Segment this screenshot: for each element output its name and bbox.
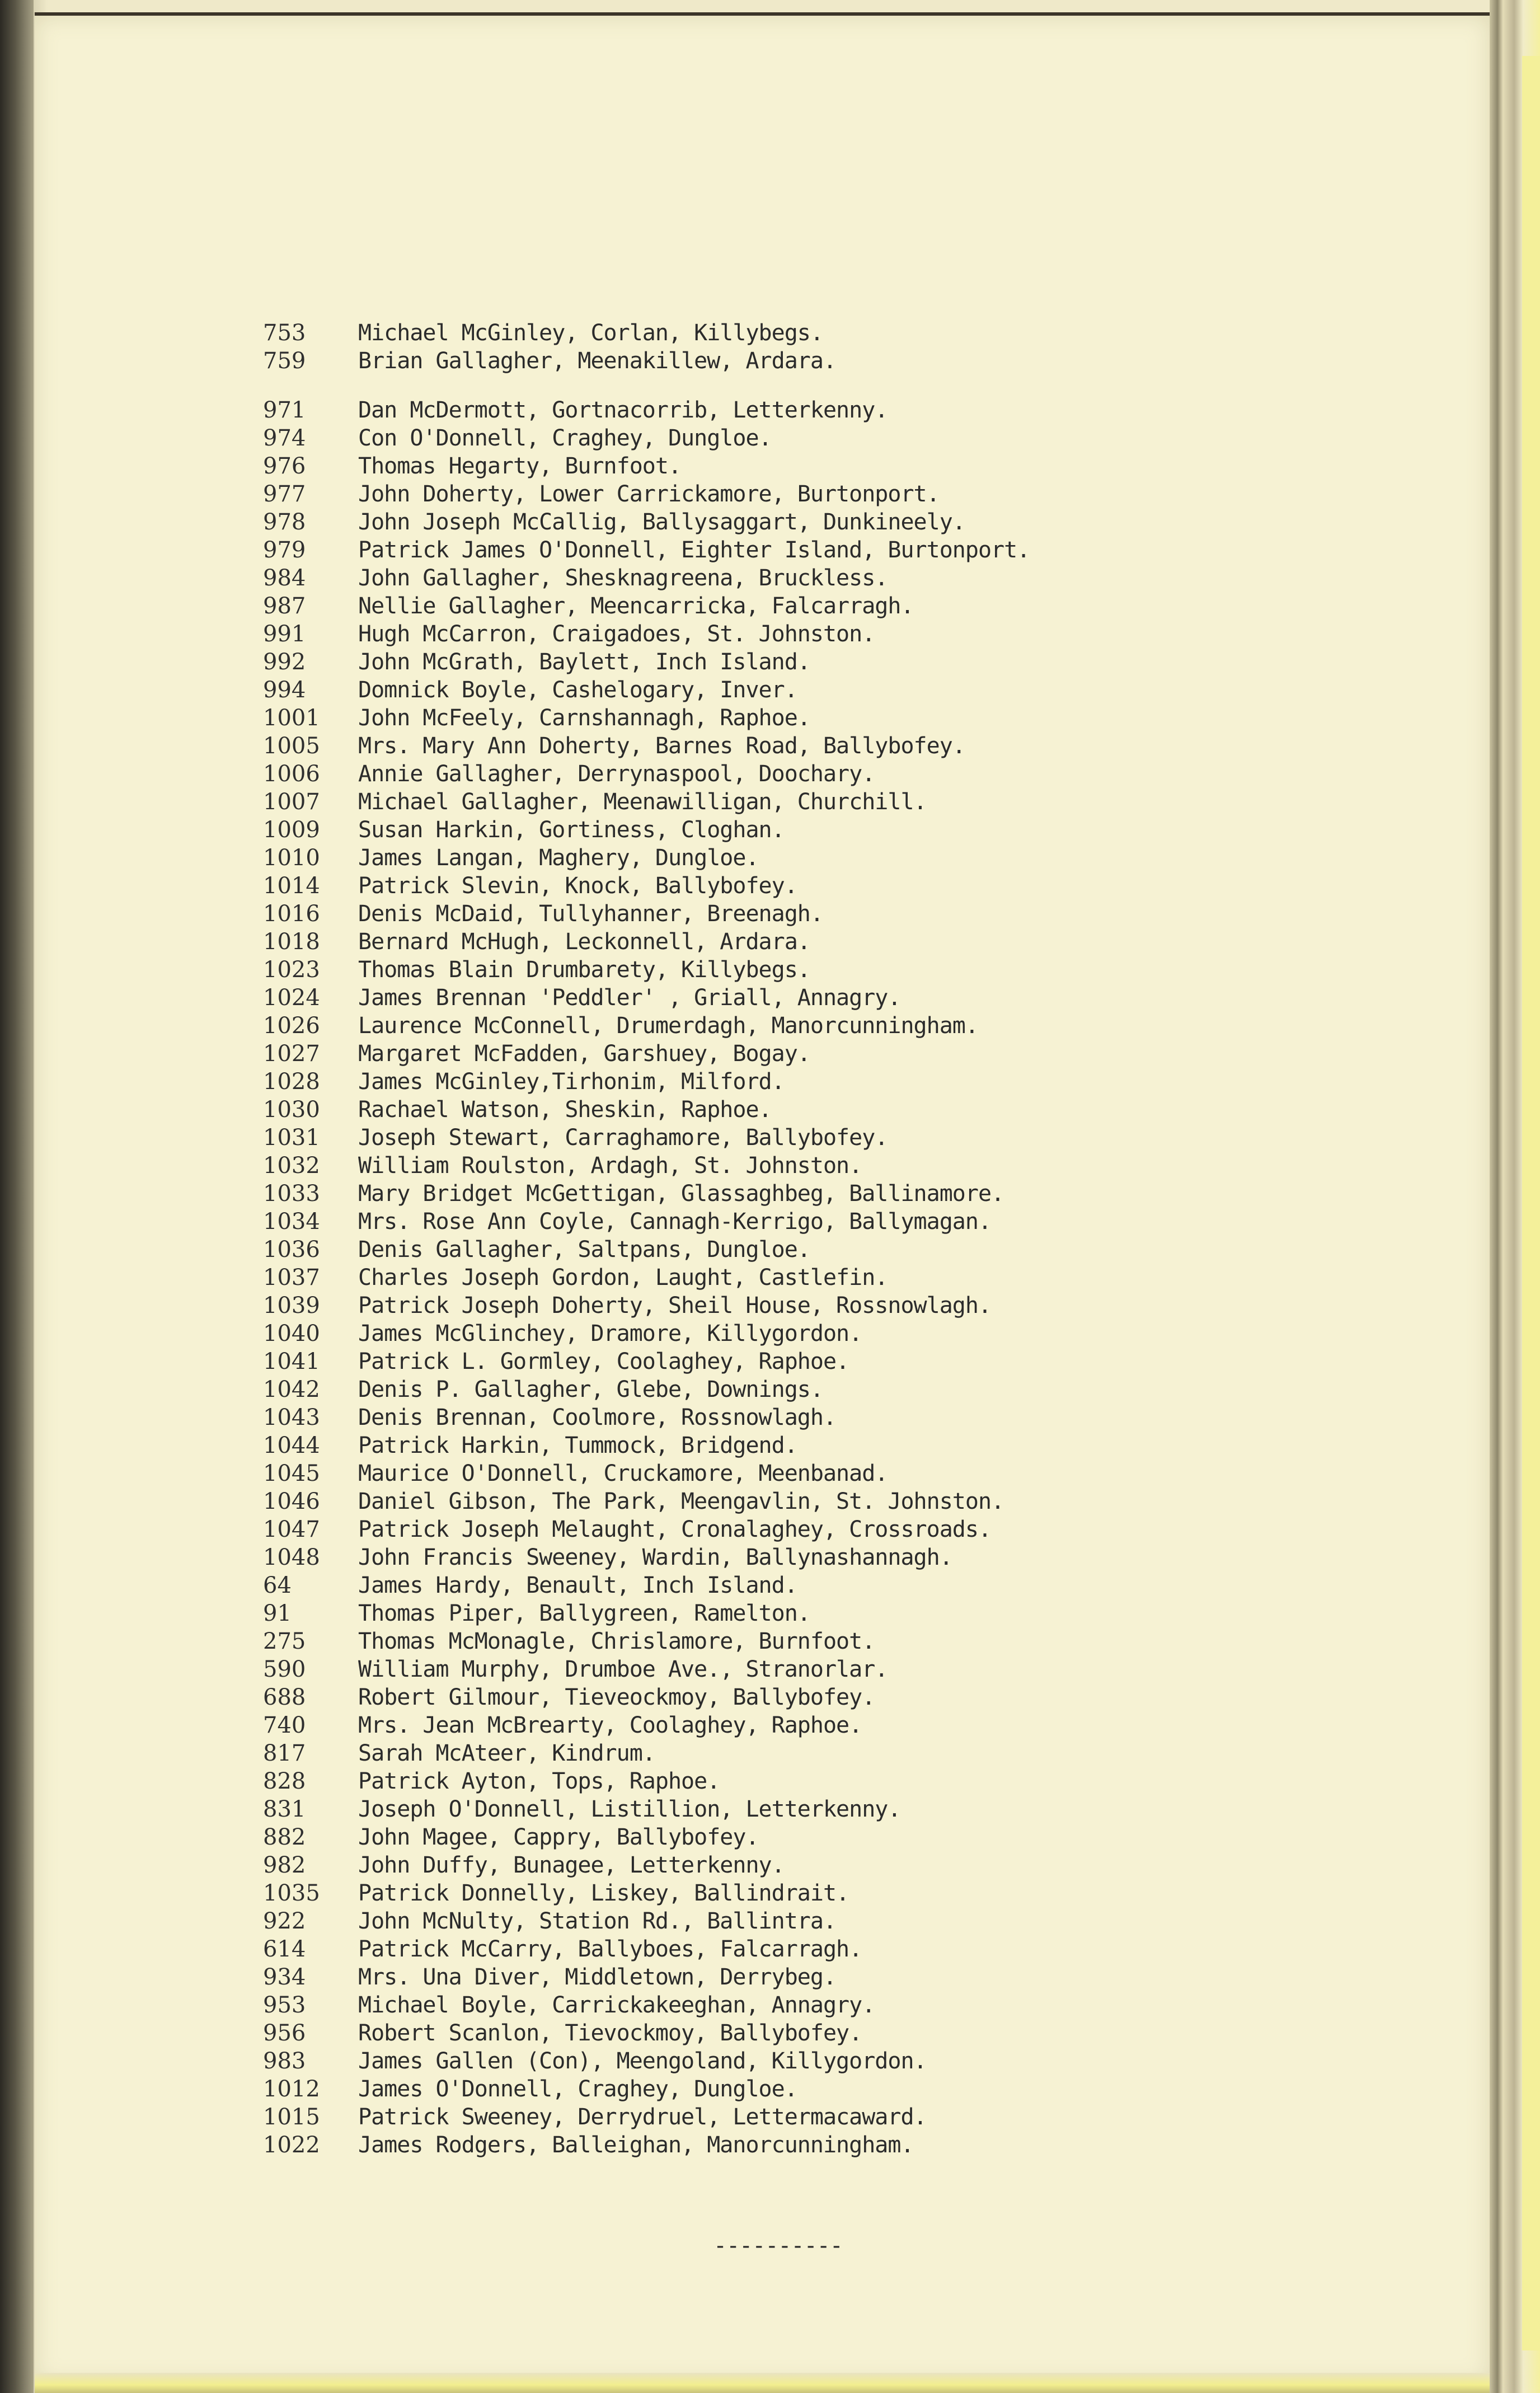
- entry-number: 1028: [263, 1069, 320, 1095]
- register-entry: [263, 648, 1382, 676]
- entry-text: Patrick Donnelly, Liskey, Ballindrait.: [358, 1880, 849, 1906]
- entry-number: 1042: [263, 1377, 320, 1402]
- register-entry: [263, 676, 1382, 704]
- entry-number: 882: [263, 1824, 306, 1850]
- register-entry: [263, 1320, 1382, 1348]
- register-entry: [263, 1739, 1382, 1767]
- register-entry: [263, 1655, 1382, 1683]
- page-bottom-edge: [35, 2373, 1490, 2393]
- entry-text: John Doherty, Lower Carrickamore, Burtonport.: [358, 481, 940, 507]
- entry-text: Con O'Donnell, Craghey, Dungloe.: [358, 425, 772, 451]
- register-entry: [263, 592, 1382, 620]
- entry-text: Joseph Stewart, Carraghamore, Ballybofey.: [358, 1125, 888, 1151]
- entry-number: 953: [263, 1992, 306, 2018]
- entry-number: 753: [263, 320, 306, 346]
- register-entry: [263, 1851, 1382, 1879]
- entry-number: 976: [263, 453, 306, 479]
- entry-number: 1030: [263, 1097, 320, 1123]
- entry-number: 1047: [263, 1517, 320, 1542]
- register-entry: [263, 872, 1382, 900]
- register-entry: [263, 1040, 1382, 1068]
- register-entry: [263, 396, 1382, 424]
- entry-number: 275: [263, 1629, 306, 1654]
- register-entry: [263, 536, 1382, 564]
- entry-number: 740: [263, 1712, 306, 1738]
- entry-number: 828: [263, 1768, 306, 1794]
- entry-text: Margaret McFadden, Garshuey, Bogay.: [358, 1041, 810, 1067]
- entry-number: 971: [263, 397, 306, 423]
- entry-number: 1033: [263, 1181, 320, 1207]
- entry-number: 1046: [263, 1489, 320, 1514]
- page-edge-tab: [1522, 56, 1540, 2350]
- entry-text: Joseph O'Donnell, Listillion, Letterkenny.: [358, 1796, 901, 1822]
- register-entry: [263, 1180, 1382, 1208]
- entry-text: Patrick McCarry, Ballyboes, Falcarragh.: [358, 1936, 862, 1962]
- register-entry: [263, 1515, 1382, 1543]
- entry-number: 1043: [263, 1405, 320, 1430]
- entry-number: 984: [263, 565, 306, 591]
- register-entry: [263, 1991, 1382, 2019]
- register-entry: [263, 508, 1382, 536]
- entry-number: 1005: [263, 733, 320, 759]
- register-entry: [263, 984, 1382, 1012]
- entry-number: 987: [263, 593, 306, 619]
- entry-number: 614: [263, 1936, 306, 1962]
- entry-number: 956: [263, 2020, 306, 2046]
- entry-number: 688: [263, 1685, 306, 1710]
- entry-number: 1044: [263, 1433, 320, 1458]
- entry-text: Brian Gallagher, Meenakillew, Ardara.: [358, 348, 837, 374]
- entry-text: James Rodgers, Balleighan, Manorcunningham.: [358, 2132, 914, 2158]
- entry-text: Laurence McConnell, Drumerdagh, Manorcunningham.: [358, 1013, 978, 1039]
- register-entry: [263, 319, 1382, 347]
- register-entry: [263, 1404, 1382, 1432]
- entry-number: 817: [263, 1740, 306, 1766]
- entry-number: 1037: [263, 1265, 320, 1291]
- register-entry: [263, 1823, 1382, 1851]
- register-entry: [263, 1907, 1382, 1935]
- entry-text: John Duffy, Bunagee, Letterkenny.: [358, 1852, 785, 1878]
- entry-text: John Francis Sweeney, Wardin, Ballynashannagh.: [358, 1545, 952, 1570]
- register-entry: [263, 1627, 1382, 1655]
- register-entry: [263, 928, 1382, 956]
- entry-text: Denis McDaid, Tullyhanner, Breenagh.: [358, 901, 823, 927]
- entry-number: 994: [263, 677, 306, 703]
- register-entry: [263, 1348, 1382, 1376]
- register-entry: [263, 844, 1382, 872]
- register-entry: [263, 1460, 1382, 1488]
- register-entry: [263, 1963, 1382, 1991]
- entry-text: Patrick Slevin, Knock, Ballybofey.: [358, 873, 797, 899]
- register-entry: [263, 1012, 1382, 1040]
- entry-text: Patrick L. Gormley, Coolaghey, Raphoe.: [358, 1349, 849, 1374]
- entry-text: Michael McGinley, Corlan, Killybegs.: [358, 320, 823, 346]
- register-entry: [263, 1292, 1382, 1320]
- register-entry: [263, 1376, 1382, 1404]
- entry-number: 1010: [263, 845, 320, 871]
- entry-number: 1024: [263, 985, 320, 1011]
- entry-text: Mrs. Jean McBrearty, Coolaghey, Raphoe.: [358, 1712, 862, 1738]
- entry-text: John McNulty, Station Rd., Ballintra.: [358, 1908, 837, 1934]
- entry-text: Patrick Sweeney, Derrydruel, Lettermacaward.: [358, 2104, 927, 2130]
- entry-number: 922: [263, 1908, 306, 1934]
- entry-number: 992: [263, 649, 306, 675]
- entry-number: 590: [263, 1657, 306, 1682]
- entry-text: Denis P. Gallagher, Glebe, Downings.: [358, 1377, 823, 1402]
- entry-text: Thomas Hegarty, Burnfoot.: [358, 453, 682, 479]
- register-entry: [263, 704, 1382, 732]
- entry-number: 1023: [263, 957, 320, 983]
- end-separator: ----------: [713, 2233, 843, 2259]
- entry-text: Robert Scanlon, Tievockmoy, Ballybofey.: [358, 2020, 862, 2046]
- register-entry: [263, 1236, 1382, 1264]
- entry-text: Nellie Gallagher, Meencarricka, Falcarragh.: [358, 593, 914, 619]
- register-entry: [263, 732, 1382, 760]
- entry-number: 979: [263, 537, 306, 563]
- entry-number: 1048: [263, 1545, 320, 1570]
- entry-number: 1034: [263, 1209, 320, 1235]
- entry-text: James Hardy, Benault, Inch Island.: [358, 1573, 797, 1598]
- entry-text: Denis Gallagher, Saltpans, Dungloe.: [358, 1237, 810, 1263]
- entry-text: Mrs. Rose Ann Coyle, Cannagh-Kerrigo, Ballymagan.: [358, 1209, 992, 1235]
- register-entry: [263, 2103, 1382, 2131]
- entry-number: 974: [263, 425, 306, 451]
- entry-number: 1036: [263, 1237, 320, 1263]
- entry-text: James Langan, Maghery, Dungloe.: [358, 845, 759, 871]
- entry-number: 1022: [263, 2132, 320, 2158]
- entry-number: 977: [263, 481, 306, 507]
- entry-text: Mrs. Mary Ann Doherty, Barnes Road, Ballybofey.: [358, 733, 965, 759]
- register-entry: [263, 1599, 1382, 1627]
- entry-number: 1007: [263, 789, 320, 815]
- register-entry: [263, 347, 1382, 375]
- entry-text: Patrick Joseph Melaught, Cronalaghey, Crossroads.: [358, 1517, 992, 1542]
- register-entry: [263, 620, 1382, 648]
- entry-number: 1032: [263, 1153, 320, 1179]
- register-entry: [263, 1152, 1382, 1180]
- register-entry: [263, 1795, 1382, 1823]
- register-entry: [263, 480, 1382, 508]
- entry-text: Patrick Ayton, Tops, Raphoe.: [358, 1768, 720, 1794]
- entry-number: 1001: [263, 705, 320, 731]
- entry-text: James Gallen (Con), Meengoland, Killygordon.: [358, 2048, 927, 2074]
- entry-text: John McFeely, Carnshannagh, Raphoe.: [358, 705, 810, 731]
- entry-number: 983: [263, 2048, 306, 2074]
- entry-text: Patrick James O'Donnell, Eighter Island, Burtonport.: [358, 537, 1030, 563]
- entry-text: James O'Donnell, Craghey, Dungloe.: [358, 2076, 797, 2102]
- entry-text: Bernard McHugh, Leckonnell, Ardara.: [358, 929, 810, 955]
- entry-text: William Roulston, Ardagh, St. Johnston.: [358, 1153, 862, 1179]
- register-entry: [263, 2131, 1382, 2159]
- entry-text: Michael Gallagher, Meenawilligan, Churchill.: [358, 789, 927, 815]
- entry-number: 1018: [263, 929, 320, 955]
- entry-text: Thomas Blain Drumbarety, Killybegs.: [358, 957, 810, 983]
- register-entry: [263, 956, 1382, 984]
- entry-number: 1041: [263, 1349, 320, 1374]
- entry-text: James McGinley,Tirhonim, Milford.: [358, 1069, 785, 1095]
- register-entry: [263, 788, 1382, 816]
- entry-text: James McGlinchey, Dramore, Killygordon.: [358, 1321, 862, 1346]
- entry-number: 1045: [263, 1461, 320, 1486]
- entry-number: 1040: [263, 1321, 320, 1346]
- entry-text: Mary Bridget McGettigan, Glassaghbeg, Ballinamore.: [358, 1181, 1004, 1207]
- entry-text: Daniel Gibson, The Park, Meengavlin, St. Johnston.: [358, 1489, 1004, 1514]
- entry-number: 1026: [263, 1013, 320, 1039]
- entry-text: Susan Harkin, Gortiness, Cloghan.: [358, 817, 785, 843]
- entry-number: 1027: [263, 1041, 320, 1067]
- register-entry: [263, 564, 1382, 592]
- register-entry: [263, 1571, 1382, 1599]
- register-entry: [263, 452, 1382, 480]
- register-entry: [263, 1879, 1382, 1907]
- entry-text: Sarah McAteer, Kindrum.: [358, 1740, 655, 1766]
- entry-text: Michael Boyle, Carrickakeeghan, Annagry.: [358, 1992, 875, 2018]
- entry-number: 1015: [263, 2104, 320, 2130]
- entry-number: 978: [263, 509, 306, 535]
- entry-number: 1009: [263, 817, 320, 843]
- entry-number: 831: [263, 1796, 306, 1822]
- register-entry: [263, 900, 1382, 928]
- entry-text: Robert Gilmour, Tieveockmoy, Ballybofey.: [358, 1685, 875, 1710]
- register-entry: [263, 1096, 1382, 1124]
- entry-text: Rachael Watson, Sheskin, Raphoe.: [358, 1097, 772, 1123]
- register-entry: [263, 1068, 1382, 1096]
- register-entry: [263, 1208, 1382, 1236]
- register-entry: [263, 1543, 1382, 1571]
- entry-text: Thomas McMonagle, Chrislamore, Burnfoot.: [358, 1629, 875, 1654]
- register-entry: [263, 1264, 1382, 1292]
- entry-text: John McGrath, Baylett, Inch Island.: [358, 649, 810, 675]
- entry-number: 1031: [263, 1125, 320, 1151]
- register-entry: [263, 816, 1382, 844]
- register-entry: [263, 1432, 1382, 1460]
- register-entry: [263, 760, 1382, 788]
- register-entry: [263, 1711, 1382, 1739]
- register-entry: [263, 1767, 1382, 1795]
- register-entry: [263, 2019, 1382, 2047]
- register-entry: [263, 1124, 1382, 1152]
- entry-number: 1014: [263, 873, 320, 899]
- entry-text: James Brennan 'Peddler' , Griall, Annagry.: [358, 985, 901, 1011]
- entry-number: 991: [263, 621, 306, 647]
- entry-number: 1016: [263, 901, 320, 927]
- entry-text: John Joseph McCallig, Ballysaggart, Dunkineely.: [358, 509, 965, 535]
- entry-number: 982: [263, 1852, 306, 1878]
- binding-shadow: [0, 0, 34, 2393]
- entry-number: 91: [263, 1601, 292, 1626]
- entry-text: Annie Gallagher, Derrynaspool, Doochary.: [358, 761, 875, 787]
- entry-text: Hugh McCarron, Craigadoes, St. Johnston.: [358, 621, 875, 647]
- entry-number: 934: [263, 1964, 306, 1990]
- entry-number: 64: [263, 1573, 292, 1598]
- register-entry: [263, 1935, 1382, 1963]
- entry-text: Patrick Joseph Doherty, Sheil House, Rossnowlagh.: [358, 1293, 992, 1319]
- register-entry: [263, 1488, 1382, 1515]
- register-entry: [263, 424, 1382, 452]
- entry-text: Denis Brennan, Coolmore, Rossnowlagh.: [358, 1405, 837, 1430]
- entry-number: 1012: [263, 2076, 320, 2102]
- register-entry: [263, 2047, 1382, 2075]
- entry-text: John Magee, Cappry, Ballybofey.: [358, 1824, 759, 1850]
- entry-number: 1006: [263, 761, 320, 787]
- entry-text: Charles Joseph Gordon, Laught, Castlefin.: [358, 1265, 888, 1291]
- register-list: [263, 319, 1382, 2159]
- entry-text: William Murphy, Drumboe Ave., Stranorlar.: [358, 1657, 888, 1682]
- entry-text: Maurice O'Donnell, Cruckamore, Meenbanad.: [358, 1461, 888, 1486]
- entry-number: 759: [263, 348, 306, 374]
- entry-number: 1039: [263, 1293, 320, 1319]
- entry-text: Patrick Harkin, Tummock, Bridgend.: [358, 1433, 797, 1458]
- entry-text: John Gallagher, Shesknagreena, Bruckless.: [358, 565, 888, 591]
- entry-number: 1035: [263, 1880, 320, 1906]
- entry-text: Domnick Boyle, Cashelogary, Inver.: [358, 677, 797, 703]
- register-entry: [263, 2075, 1382, 2103]
- register-entry: [263, 1683, 1382, 1711]
- entry-text: Thomas Piper, Ballygreen, Ramelton.: [358, 1601, 810, 1626]
- entry-text: Mrs. Una Diver, Middletown, Derrybeg.: [358, 1964, 837, 1990]
- entry-text: Dan McDermott, Gortnacorrib, Letterkenny.: [358, 397, 888, 423]
